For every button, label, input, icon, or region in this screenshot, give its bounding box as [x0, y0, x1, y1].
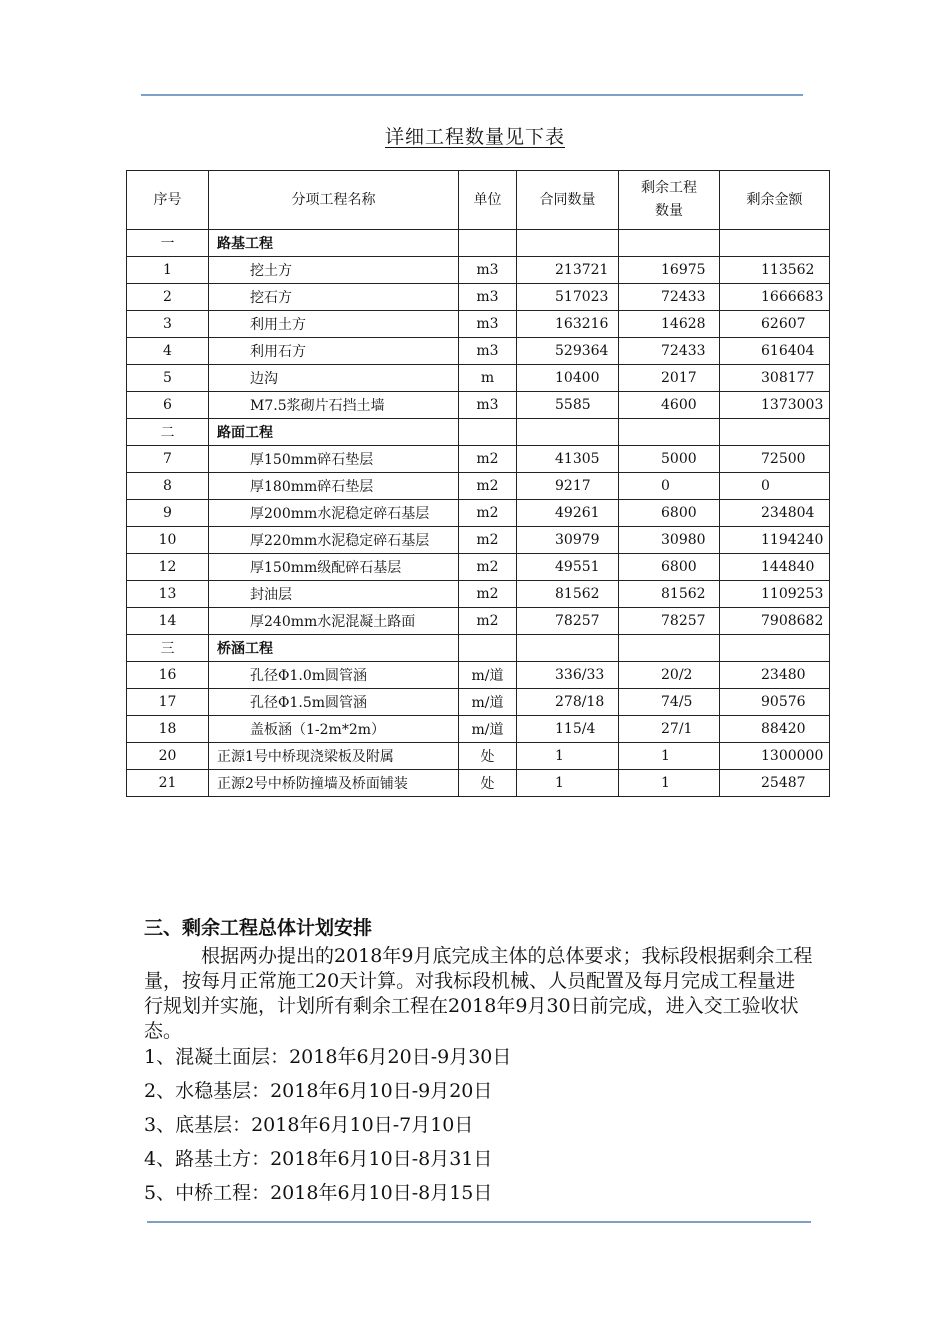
cell-remaining-amount: 1666683	[720, 284, 830, 311]
table-row	[127, 689, 830, 716]
cell-remaining-amount: 62607	[720, 311, 830, 338]
table-row	[127, 473, 830, 500]
cell-unit: m3	[459, 284, 517, 311]
table-row	[127, 770, 830, 797]
table-row	[127, 554, 830, 581]
cell-contract-qty: 278/18	[517, 689, 619, 716]
table-section-row	[127, 419, 830, 446]
cell-unit: m/道	[459, 662, 517, 689]
cell-contract-qty: 5585	[517, 392, 619, 419]
cell-remaining-amount: 7908682	[720, 608, 830, 635]
cell-unit	[459, 230, 517, 257]
table-row	[127, 716, 830, 743]
cell-contract-qty: 49551	[517, 554, 619, 581]
header-remaining-amount: 剩余金额	[720, 171, 830, 230]
cell-item-name: 正源1号中桥现浇梁板及附属	[209, 743, 459, 770]
table-row	[127, 608, 830, 635]
cell-item-name: 正源2号中桥防撞墙及桥面铺装	[209, 770, 459, 797]
cell-unit: m2	[459, 527, 517, 554]
cell-seq: 6	[127, 392, 209, 419]
cell-seq: 12	[127, 554, 209, 581]
cell-remaining-qty: 27/1	[619, 716, 720, 743]
cell-unit: m3	[459, 338, 517, 365]
cell-remaining-amount: 88420	[720, 716, 830, 743]
cell-remaining-amount	[720, 635, 830, 662]
cell-contract-qty: 1	[517, 770, 619, 797]
cell-seq: 二	[127, 419, 209, 446]
table-row	[127, 743, 830, 770]
cell-remaining-amount: 1109253	[720, 581, 830, 608]
footer-rule	[147, 1221, 811, 1223]
table-row	[127, 284, 830, 311]
cell-item-name: 厚240mm水泥混凝土路面	[209, 608, 459, 635]
table-title: 详细工程数量见下表	[384, 126, 565, 148]
cell-unit: 处	[459, 770, 517, 797]
cell-seq: 20	[127, 743, 209, 770]
cell-item-name: 利用石方	[209, 338, 459, 365]
cell-remaining-amount: 25487	[720, 770, 830, 797]
cell-remaining-amount: 113562	[720, 257, 830, 284]
cell-remaining-amount	[720, 419, 830, 446]
header-remaining-qty	[619, 171, 720, 230]
cell-remaining-qty: 6800	[619, 554, 720, 581]
cell-remaining-qty	[619, 230, 720, 257]
cell-contract-qty: 336/33	[517, 662, 619, 689]
cell-remaining-amount: 616404	[720, 338, 830, 365]
header-rule	[141, 94, 803, 96]
cell-unit	[459, 419, 517, 446]
cell-contract-qty: 30979	[517, 527, 619, 554]
header-seq: 序号	[127, 171, 209, 230]
cell-seq: 4	[127, 338, 209, 365]
cell-item-name: 厚150mm级配碎石基层	[209, 554, 459, 581]
cell-remaining-amount: 0	[720, 473, 830, 500]
cell-item-name: 厚200mm水泥稳定碎石基层	[209, 500, 459, 527]
cell-item-name: 孔径Φ1.5m圆管涵	[209, 689, 459, 716]
cell-item-name: 路面工程	[209, 419, 459, 446]
header-remaining-qty-line1: 剩余工程	[641, 180, 697, 196]
plan-item: 1、混凝土面层：2018年6月20日-9月30日	[144, 1046, 512, 1068]
cell-contract-qty: 10400	[517, 365, 619, 392]
cell-unit: m/道	[459, 716, 517, 743]
cell-remaining-qty: 14628	[619, 311, 720, 338]
quantity-table	[126, 170, 830, 797]
header-remaining-qty-line2: 数量	[655, 203, 683, 219]
header-unit: 单位	[459, 171, 517, 230]
cell-seq: 一	[127, 230, 209, 257]
cell-remaining-amount: 1194240	[720, 527, 830, 554]
cell-item-name: 利用土方	[209, 311, 459, 338]
cell-unit: m/道	[459, 689, 517, 716]
cell-remaining-qty: 2017	[619, 365, 720, 392]
plan-list	[144, 1045, 511, 1215]
cell-remaining-qty: 5000	[619, 446, 720, 473]
cell-contract-qty: 517023	[517, 284, 619, 311]
table-row	[127, 338, 830, 365]
table-row	[127, 392, 830, 419]
table-row	[127, 662, 830, 689]
cell-contract-qty: 81562	[517, 581, 619, 608]
plan-item: 3、底基层：2018年6月10日-7月10日	[144, 1114, 474, 1136]
cell-contract-qty: 529364	[517, 338, 619, 365]
cell-remaining-qty	[619, 635, 720, 662]
cell-seq: 1	[127, 257, 209, 284]
cell-remaining-amount: 72500	[720, 446, 830, 473]
cell-seq: 14	[127, 608, 209, 635]
cell-remaining-qty: 1	[619, 743, 720, 770]
cell-contract-qty: 78257	[517, 608, 619, 635]
cell-remaining-amount: 1300000	[720, 743, 830, 770]
cell-unit: m2	[459, 581, 517, 608]
cell-seq: 三	[127, 635, 209, 662]
cell-remaining-qty: 0	[619, 473, 720, 500]
cell-remaining-amount: 23480	[720, 662, 830, 689]
cell-contract-qty	[517, 419, 619, 446]
cell-remaining-qty	[619, 419, 720, 446]
cell-seq: 16	[127, 662, 209, 689]
cell-remaining-amount: 308177	[720, 365, 830, 392]
cell-remaining-amount	[720, 230, 830, 257]
cell-item-name: 封油层	[209, 581, 459, 608]
cell-unit: 处	[459, 743, 517, 770]
plan-paragraph: 根据两办提出的2018年9月底完成主体的总体要求；我标段根据剩余工程量，按每月正常施工20天计算。对我标段机械、人员配置及每月完成工程量进行规划并实施，计划所有剩余工程在2018年9月30日前完成，进入交工验收状态。	[144, 945, 813, 1042]
cell-remaining-amount: 1373003	[720, 392, 830, 419]
cell-remaining-amount: 234804	[720, 500, 830, 527]
cell-unit: m2	[459, 608, 517, 635]
table-row	[127, 311, 830, 338]
cell-contract-qty	[517, 230, 619, 257]
cell-item-name: 桥涵工程	[209, 635, 459, 662]
cell-remaining-amount: 144840	[720, 554, 830, 581]
plan-item: 4、路基土方：2018年6月10日-8月31日	[144, 1148, 493, 1170]
cell-contract-qty: 9217	[517, 473, 619, 500]
cell-item-name: 挖石方	[209, 284, 459, 311]
cell-seq: 8	[127, 473, 209, 500]
table-row	[127, 365, 830, 392]
cell-remaining-qty: 81562	[619, 581, 720, 608]
cell-seq: 18	[127, 716, 209, 743]
cell-contract-qty: 1	[517, 743, 619, 770]
cell-remaining-qty: 30980	[619, 527, 720, 554]
cell-unit: m3	[459, 392, 517, 419]
cell-contract-qty: 213721	[517, 257, 619, 284]
cell-unit: m2	[459, 500, 517, 527]
cell-remaining-qty: 1	[619, 770, 720, 797]
table-row	[127, 257, 830, 284]
cell-remaining-qty: 72433	[619, 284, 720, 311]
cell-item-name: 厚150mm碎石垫层	[209, 446, 459, 473]
cell-item-name: 孔径Φ1.0m圆管涵	[209, 662, 459, 689]
cell-unit: m	[459, 365, 517, 392]
header-item-name: 分项工程名称	[209, 171, 459, 230]
table-section-row	[127, 230, 830, 257]
cell-contract-qty: 115/4	[517, 716, 619, 743]
table-row	[127, 527, 830, 554]
cell-seq: 9	[127, 500, 209, 527]
cell-item-name: 路基工程	[209, 230, 459, 257]
cell-seq: 21	[127, 770, 209, 797]
cell-remaining-qty: 72433	[619, 338, 720, 365]
cell-item-name: 盖板涵（1-2m*2m）	[209, 716, 459, 743]
plan-item: 2、水稳基层：2018年6月10日-9月20日	[144, 1080, 493, 1102]
cell-unit: m2	[459, 554, 517, 581]
plan-item: 5、中桥工程：2018年6月10日-8月15日	[144, 1182, 493, 1204]
cell-remaining-qty: 6800	[619, 500, 720, 527]
cell-seq: 5	[127, 365, 209, 392]
cell-item-name: 挖土方	[209, 257, 459, 284]
cell-remaining-amount: 90576	[720, 689, 830, 716]
cell-contract-qty: 49261	[517, 500, 619, 527]
cell-seq: 10	[127, 527, 209, 554]
table-row	[127, 500, 830, 527]
cell-seq: 13	[127, 581, 209, 608]
table-row	[127, 446, 830, 473]
cell-remaining-qty: 16975	[619, 257, 720, 284]
cell-seq: 17	[127, 689, 209, 716]
cell-remaining-qty: 74/5	[619, 689, 720, 716]
cell-item-name: M7.5浆砌片石挡土墙	[209, 392, 459, 419]
table-header-row	[127, 171, 830, 230]
cell-unit: m3	[459, 257, 517, 284]
cell-item-name: 厚220mm水泥稳定碎石基层	[209, 527, 459, 554]
cell-unit	[459, 635, 517, 662]
cell-contract-qty: 163216	[517, 311, 619, 338]
cell-remaining-qty: 78257	[619, 608, 720, 635]
cell-item-name: 边沟	[209, 365, 459, 392]
header-contract-qty: 合同数量	[517, 171, 619, 230]
cell-seq: 3	[127, 311, 209, 338]
cell-contract-qty	[517, 635, 619, 662]
cell-unit: m3	[459, 311, 517, 338]
section-heading: 三、剩余工程总体计划安排	[144, 917, 373, 939]
table-row	[127, 581, 830, 608]
cell-contract-qty: 41305	[517, 446, 619, 473]
cell-remaining-qty: 20/2	[619, 662, 720, 689]
cell-remaining-qty: 4600	[619, 392, 720, 419]
cell-unit: m2	[459, 473, 517, 500]
cell-seq: 2	[127, 284, 209, 311]
cell-unit: m2	[459, 446, 517, 473]
cell-item-name: 厚180mm碎石垫层	[209, 473, 459, 500]
table-section-row	[127, 635, 830, 662]
cell-seq: 7	[127, 446, 209, 473]
